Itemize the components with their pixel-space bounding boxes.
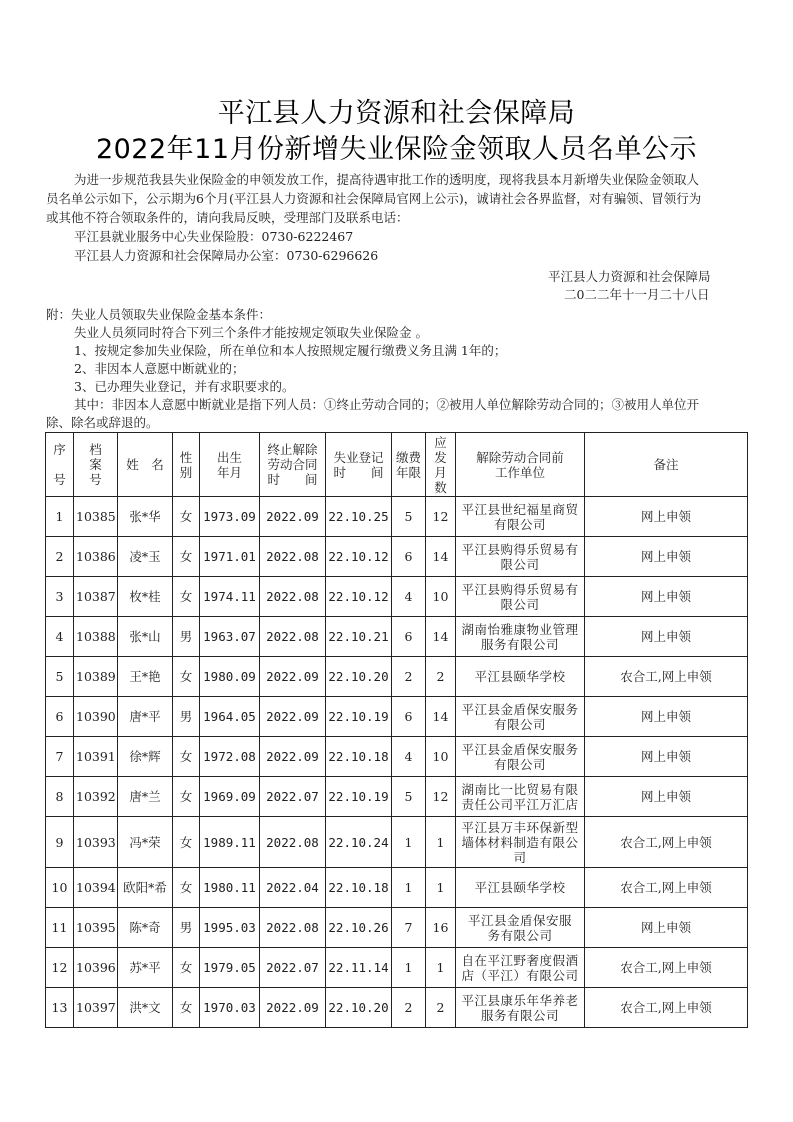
cell-seq: 9 (46, 817, 74, 868)
employer-line: 湖南比一比贸易有限 (461, 781, 579, 797)
cell-employer (456, 537, 585, 577)
header-remark: 备注 (585, 433, 748, 497)
cell-name: 欧阳*希 (118, 868, 173, 908)
cell-remark: 网上申领 (585, 497, 748, 537)
cell-termination: 2022.07 (260, 948, 326, 988)
header-termination-1: 终止解除 (267, 442, 318, 457)
header-file-no-2: 案 (89, 457, 102, 472)
header-registration-2: 时 间 (333, 464, 384, 480)
cell-gender: 女 (173, 537, 200, 577)
table-row (46, 817, 748, 868)
cell-name: 陈*奇 (118, 908, 173, 948)
cell-file-no: 10388 (74, 617, 118, 657)
cell-seq: 11 (46, 908, 74, 948)
cell-file-no: 10385 (74, 497, 118, 537)
cell-birth: 1964.05 (200, 697, 260, 737)
cell-remark: 网上申领 (585, 537, 748, 577)
cell-years: 1 (392, 868, 426, 908)
cell-gender: 男 (173, 617, 200, 657)
cell-months: 1 (426, 817, 456, 868)
signature-org: 平江县人力资源和社会保障局 (548, 269, 711, 284)
employer-lines (458, 913, 582, 943)
employer-line: 平江县世纪福星商贸 (461, 501, 579, 517)
header-months (426, 433, 456, 497)
cell-file-no: 10387 (74, 577, 118, 617)
contact-bureau-office: 平江县人力资源和社会保障局办公室：0730-6296626 (74, 248, 379, 263)
appendix-heading: 附：失业人员领取失业保险金基本条件： (46, 307, 272, 322)
employer-line: 服务有限公司 (480, 1007, 559, 1023)
table-row (46, 497, 748, 537)
cell-termination: 2022.09 (260, 497, 326, 537)
cell-name: 唐*兰 (118, 777, 173, 817)
signature-date: 二0二二年十一月二十八日 (564, 287, 710, 302)
cell-registration: 22.10.20 (326, 657, 392, 697)
cell-months: 12 (426, 497, 456, 537)
header-seq-top: 序 (53, 442, 66, 457)
cell-remark: 农合工,网上申领 (585, 817, 748, 868)
cell-birth: 1980.11 (200, 868, 260, 908)
cell-registration: 22.10.12 (326, 537, 392, 577)
cell-file-no: 10397 (74, 988, 118, 1028)
header-termination-2: 劳动合同 (267, 457, 318, 472)
employer-line: 平江县金盾保安服务 (461, 741, 579, 757)
employer-lines (458, 669, 582, 684)
employer-lines (458, 582, 582, 612)
cell-months: 1 (426, 868, 456, 908)
cell-registration: 22.10.18 (326, 868, 392, 908)
cell-years: 1 (392, 817, 426, 868)
table-row (46, 988, 748, 1028)
cell-remark: 网上申领 (585, 577, 748, 617)
cell-file-no: 10390 (74, 697, 118, 737)
employer-line: 限公司 (500, 596, 540, 612)
appendix-intro: 失业人员须同时符合下列三个条件才能按规定领取失业保险金 。 (74, 325, 428, 340)
intro-line2: 员名单公示如下，公示期为6个月(平江县人力资源和社会保障局官网上公示)，诚请社会各界监督，对有骗领、冒领行为 (46, 191, 702, 206)
cell-remark: 网上申领 (585, 908, 748, 948)
cell-employer (456, 617, 585, 657)
cell-file-no: 10391 (74, 737, 118, 777)
cell-registration: 22.10.20 (326, 988, 392, 1028)
cell-years: 2 (392, 988, 426, 1028)
employer-line: 平江县颐华学校 (474, 669, 566, 684)
cell-termination: 2022.08 (260, 817, 326, 868)
cell-seq: 4 (46, 617, 74, 657)
employer-lines (458, 953, 582, 983)
cell-gender: 女 (173, 988, 200, 1028)
table-row (46, 537, 748, 577)
employer-line: 平江县颐华学校 (474, 880, 566, 895)
cell-months: 14 (426, 617, 456, 657)
cell-name: 张*山 (118, 617, 173, 657)
table-row (46, 908, 748, 948)
employer-lines (458, 820, 582, 865)
cell-remark: 农合工,网上申领 (585, 948, 748, 988)
header-birth-2: 年月 (216, 464, 242, 480)
cell-file-no: 10395 (74, 908, 118, 948)
header-months-1: 应 (434, 434, 447, 450)
cell-termination: 2022.09 (260, 988, 326, 1028)
table-row (46, 697, 748, 737)
employer-lines (458, 622, 582, 652)
cell-file-no: 10394 (74, 868, 118, 908)
cell-months: 12 (426, 777, 456, 817)
cell-years: 7 (392, 908, 426, 948)
table-row (46, 777, 748, 817)
cell-employer (456, 577, 585, 617)
header-months-4: 数 (434, 479, 447, 495)
cell-employer (456, 737, 585, 777)
cell-name: 王*艳 (118, 657, 173, 697)
cell-remark: 网上申领 (585, 617, 748, 657)
cell-registration: 22.10.18 (326, 737, 392, 777)
cell-name: 张*华 (118, 497, 173, 537)
employer-line: 平江县康乐年华养老 (461, 992, 579, 1008)
cell-months: 10 (426, 577, 456, 617)
appendix-condition-1: 1、按规定参加失业保险，所在单位和本人按照规定履行缴费义务且满 1年的； (74, 343, 507, 358)
cell-employer (456, 497, 585, 537)
cell-registration: 22.10.24 (326, 817, 392, 868)
header-seq (46, 433, 74, 497)
header-gender (173, 433, 200, 497)
cell-birth: 1979.05 (200, 948, 260, 988)
cell-file-no: 10389 (74, 657, 118, 697)
employer-line: 服务有限公司 (480, 636, 559, 652)
cell-gender: 女 (173, 657, 200, 697)
header-termination-3: 时 间 (267, 472, 318, 487)
cell-months: 14 (426, 537, 456, 577)
header-file-no-1: 档 (89, 442, 102, 457)
table-header-row (46, 433, 748, 497)
cell-name: 洪*文 (118, 988, 173, 1028)
cell-years: 6 (392, 697, 426, 737)
header-birth (200, 433, 260, 497)
cell-gender: 女 (173, 577, 200, 617)
cell-termination: 2022.08 (260, 908, 326, 948)
cell-name: 凌*玉 (118, 537, 173, 577)
cell-years: 5 (392, 777, 426, 817)
cell-file-no: 10386 (74, 537, 118, 577)
cell-gender: 女 (173, 817, 200, 868)
employer-lines (458, 542, 582, 572)
cell-gender: 女 (173, 497, 200, 537)
intro-line1: 为进一步规范我县失业保险金的申领发放工作，提高待遇审批工作的透明度，现将我县本月新增失业保险金领取人 (74, 172, 700, 187)
contact-employment-center: 平江县就业服务中心失业保险股：0730-6222467 (74, 229, 354, 244)
header-months-3: 月 (434, 464, 447, 480)
employer-lines (458, 880, 582, 895)
cell-termination: 2022.08 (260, 577, 326, 617)
cell-employer (456, 697, 585, 737)
cell-remark: 农合工,网上申领 (585, 657, 748, 697)
header-employer (456, 433, 585, 497)
employer-line: 有限公司 (493, 756, 546, 772)
employer-line: 司 (513, 849, 527, 865)
cell-seq: 2 (46, 537, 74, 577)
cell-remark: 农合工,网上申领 (585, 868, 748, 908)
cell-birth: 1969.09 (200, 777, 260, 817)
appendix-note-line2: 除、除名或辞退的。 (46, 415, 159, 430)
header-years-2: 年限 (395, 464, 421, 480)
employer-lines (458, 742, 582, 772)
cell-remark: 网上申领 (585, 737, 748, 777)
cell-employer (456, 777, 585, 817)
cell-months: 2 (426, 988, 456, 1028)
cell-months: 10 (426, 737, 456, 777)
cell-seq: 6 (46, 697, 74, 737)
cell-seq: 5 (46, 657, 74, 697)
cell-employer (456, 908, 585, 948)
cell-gender: 男 (173, 908, 200, 948)
cell-termination: 2022.08 (260, 537, 326, 577)
cell-birth: 1972.08 (200, 737, 260, 777)
employer-lines (458, 782, 582, 812)
table-row (46, 948, 748, 988)
appendix-note-line1: 其中：非因本人意愿中断就业是指下列人员：①终止劳动合同的；②被用人单位解除劳动合同的；③被用人单位开 (74, 397, 700, 412)
cell-registration: 22.11.14 (326, 948, 392, 988)
employer-line: 限公司 (500, 556, 540, 572)
header-file-no (74, 433, 118, 497)
cell-seq: 3 (46, 577, 74, 617)
employer-line: 店（平江）有限公司 (461, 967, 579, 983)
employer-line: 墙体材料制造有限公 (461, 834, 579, 850)
cell-birth: 1971.01 (200, 537, 260, 577)
header-seq-bottom: 号 (53, 472, 66, 487)
header-months-2: 发 (434, 449, 447, 465)
document-title-line1: 平江县人力资源和社会保障局 (217, 98, 576, 129)
cell-birth: 1989.11 (200, 817, 260, 868)
cell-birth: 1963.07 (200, 617, 260, 657)
cell-birth: 1974.11 (200, 577, 260, 617)
employer-line: 自在平江野奢度假酒 (461, 952, 579, 968)
cell-termination: 2022.09 (260, 657, 326, 697)
cell-years: 6 (392, 617, 426, 657)
cell-months: 2 (426, 657, 456, 697)
header-employer-1: 解除劳动合同前 (476, 449, 564, 465)
cell-seq: 7 (46, 737, 74, 777)
employer-lines (458, 502, 582, 532)
employer-line: 务有限公司 (487, 927, 553, 943)
cell-gender: 女 (173, 868, 200, 908)
header-termination (260, 433, 326, 497)
cell-birth: 1980.09 (200, 657, 260, 697)
cell-years: 4 (392, 737, 426, 777)
header-employer-2: 工作单位 (494, 464, 545, 480)
appendix-condition-2: 2、非因本人意愿中断就业的； (74, 361, 245, 376)
employer-line: 责任公司平江万汇店 (461, 796, 579, 812)
cell-registration: 22.10.19 (326, 697, 392, 737)
cell-registration: 22.10.19 (326, 777, 392, 817)
header-registration-1: 失业登记 (333, 449, 384, 465)
cell-employer (456, 868, 585, 908)
cell-employer (456, 948, 585, 988)
recipient-table (45, 432, 748, 1028)
cell-gender: 男 (173, 697, 200, 737)
cell-file-no: 10393 (74, 817, 118, 868)
cell-seq: 8 (46, 777, 74, 817)
cell-seq: 1 (46, 497, 74, 537)
cell-registration: 22.10.25 (326, 497, 392, 537)
table-row (46, 868, 748, 908)
header-years (392, 433, 426, 497)
cell-file-no: 10396 (74, 948, 118, 988)
cell-termination: 2022.04 (260, 868, 326, 908)
cell-registration: 22.10.21 (326, 617, 392, 657)
employer-line: 有限公司 (493, 516, 546, 532)
employer-line: 有限公司 (493, 716, 546, 732)
appendix-condition-3: 3、已办理失业登记，并有求职要求的。 (74, 379, 295, 394)
employer-lines (458, 702, 582, 732)
cell-name: 枚*桂 (118, 577, 173, 617)
header-gender-2: 别 (179, 464, 193, 480)
employer-lines (458, 993, 582, 1023)
header-name: 姓 名 (118, 433, 173, 497)
employer-line: 平江县购得乐贸易有 (461, 541, 579, 557)
cell-birth: 1973.09 (200, 497, 260, 537)
table-row (46, 657, 748, 697)
cell-seq: 13 (46, 988, 74, 1028)
cell-gender: 女 (173, 948, 200, 988)
employer-line: 平江县金盾保安服 (467, 912, 572, 928)
cell-file-no: 10392 (74, 777, 118, 817)
cell-birth: 1995.03 (200, 908, 260, 948)
cell-birth: 1970.03 (200, 988, 260, 1028)
cell-years: 6 (392, 537, 426, 577)
cell-gender: 女 (173, 777, 200, 817)
cell-seq: 10 (46, 868, 74, 908)
cell-gender: 女 (173, 737, 200, 777)
cell-termination: 2022.08 (260, 617, 326, 657)
cell-remark: 网上申领 (585, 697, 748, 737)
cell-termination: 2022.07 (260, 777, 326, 817)
cell-registration: 22.10.12 (326, 577, 392, 617)
cell-months: 1 (426, 948, 456, 988)
employer-line: 湖南怡雅康物业管理 (461, 621, 579, 637)
table-row (46, 617, 748, 657)
table-row (46, 577, 748, 617)
cell-employer (456, 657, 585, 697)
cell-name: 唐*平 (118, 697, 173, 737)
cell-name: 徐*辉 (118, 737, 173, 777)
cell-termination: 2022.09 (260, 737, 326, 777)
cell-years: 2 (392, 657, 426, 697)
cell-name: 苏*平 (118, 948, 173, 988)
header-birth-1: 出生 (216, 449, 242, 465)
cell-employer (456, 817, 585, 868)
header-gender-1: 性 (179, 449, 193, 465)
employer-line: 平江县购得乐贸易有 (461, 581, 579, 597)
header-years-1: 缴费 (395, 449, 421, 465)
cell-remark: 农合工,网上申领 (585, 988, 748, 1028)
cell-seq: 12 (46, 948, 74, 988)
document-title-line2: 2022年11月份新增失业保险金领取人员名单公示 (95, 134, 698, 165)
cell-months: 14 (426, 697, 456, 737)
cell-termination: 2022.09 (260, 697, 326, 737)
employer-line: 平江县万丰环保新型 (461, 819, 579, 835)
table-body (46, 497, 748, 1028)
header-registration (326, 433, 392, 497)
cell-remark: 网上申领 (585, 777, 748, 817)
cell-years: 5 (392, 497, 426, 537)
cell-years: 4 (392, 577, 426, 617)
intro-line3: 或其他不符合领取条件的，请向我局反映，受理部门及联系电话： (46, 210, 409, 225)
table-row (46, 737, 748, 777)
header-file-no-3: 号 (89, 472, 102, 487)
cell-name: 冯*荣 (118, 817, 173, 868)
cell-months: 16 (426, 908, 456, 948)
cell-years: 1 (392, 948, 426, 988)
employer-line: 平江县金盾保安服务 (461, 701, 579, 717)
cell-registration: 22.10.26 (326, 908, 392, 948)
cell-employer (456, 988, 585, 1028)
